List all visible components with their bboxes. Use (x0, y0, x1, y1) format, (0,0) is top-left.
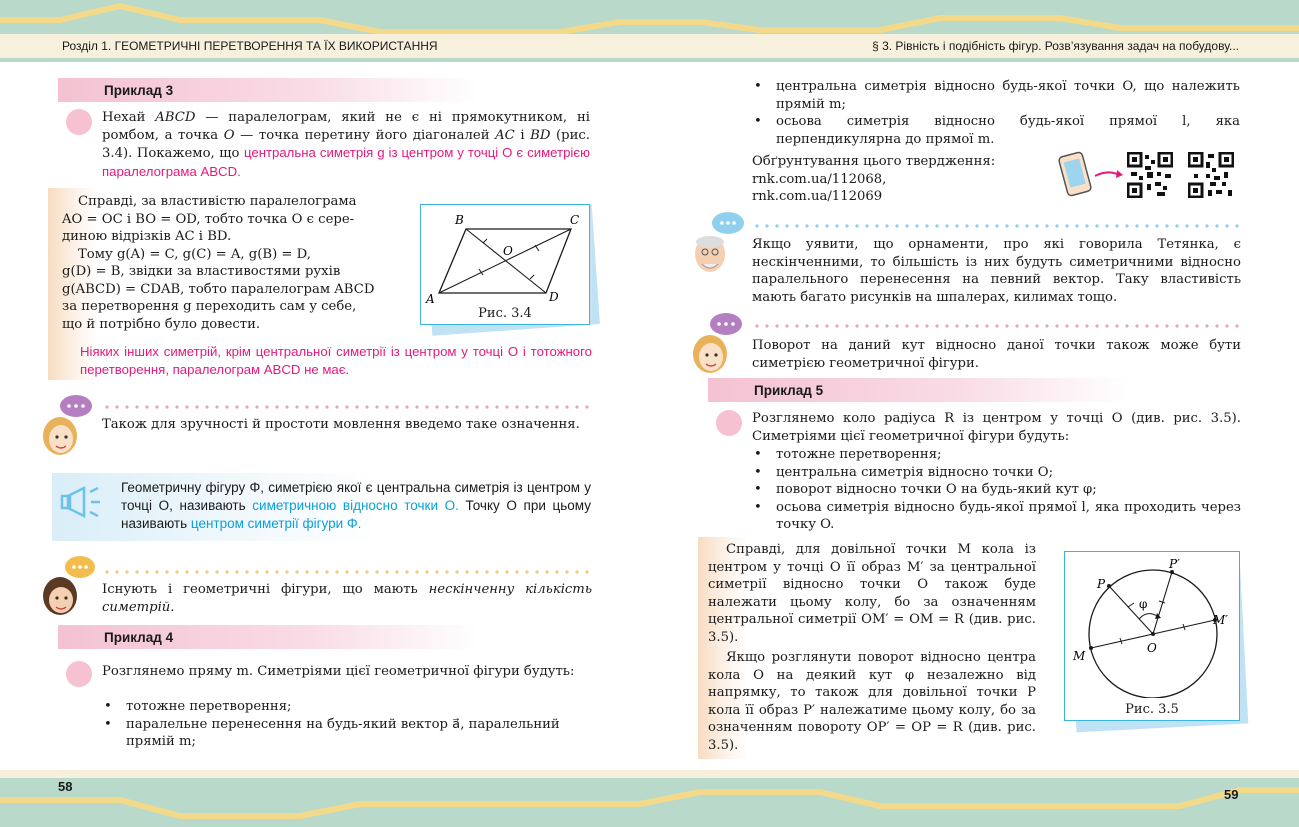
list-item: • паралельне перенесення на будь-який вектор a⃗, паралельний прямій m; (100, 716, 590, 751)
link-112068[interactable]: rnk.com.ua/112068, (752, 171, 887, 187)
example-3-header: Приклад 3 (58, 78, 478, 102)
dotted-divider (102, 570, 592, 574)
phone-scan-icon (1055, 150, 1125, 200)
label-B: B (455, 213, 464, 227)
label-phi: φ (1139, 597, 1148, 611)
bottom-banner (0, 770, 1299, 827)
figure-3-5-caption: Рис. 3.5 (1125, 702, 1179, 717)
list-item: • осьова симетрія відносно будь-якої прямої l, яка проходить через точку O. (750, 499, 1241, 534)
example-5-proof-1: Справді, для довільної точки M кола із центром у точці O її образ M′ за центральної симетрії відносно точки O також буде належати цьому колу, бо за означенням центральної симетрії OM′ = OM = R (див. рис. 3.5). (708, 542, 1036, 645)
page-number-right: 59 (1224, 787, 1239, 802)
megaphone-icon (60, 478, 108, 524)
header-left-title: Розділ 1. ГЕОМЕТРИЧНІ ПЕРЕТВОРЕННЯ ТА ЇХ ВИКОРИСТАННЯ (62, 39, 438, 53)
label-M: M (1073, 649, 1086, 663)
label-A: A (426, 292, 435, 305)
proof-links: Обґрунтування цього твердження: rnk.com.ua/112068, rnk.com.ua/112069 (752, 153, 1052, 206)
note-infinite-symmetries: Існують і геометричні фігури, що мають нескінченну кількість симетрій. (102, 582, 592, 615)
list-item: • тотожне перетворення; (100, 698, 590, 716)
page-number-left: 58 (58, 779, 73, 794)
label-P-prime: P′ (1169, 557, 1180, 571)
dotted-divider (752, 224, 1242, 228)
figure-3-5 (1064, 551, 1240, 721)
example-marker-dot (66, 109, 92, 135)
example-3-proof: Справді, за властивістю паралелограма AO = OC і BO = OD, тобто точка O є сере- диною відрізків AC і BD. Тому g(A) = C, g(C) = A, g(B) = D, g(D) = B, звідки за властивостями рухів g(ABCD) = CDAB, тобто паралелограм ABCD за перетворення g переходить сам у себе, що й потрібно було довести. (62, 194, 375, 332)
example-5-intro: Розглянемо коло радіуса R із центром у точці O (див. рис. 3.5). Симетріями цієї геометричної фігури будуть: (752, 411, 1241, 444)
example-marker-dot (66, 661, 92, 687)
label-O: O (1147, 641, 1157, 655)
label-C: C (570, 213, 580, 227)
list-item: • тотожне перетворення; (750, 446, 1241, 464)
girl-avatar-icon (38, 394, 96, 460)
example-3-intro: Нехай ABCD — паралелограм, який не є ні прямокутником, ні ромбом, а точка O — точка перетину його діагоналей AC і BD (рис. 3.4). Покажемо, що центральна симетрія g із центром у точці O є симетрією паралелограма ABCD. (102, 110, 590, 179)
grandpa-avatar-icon (688, 210, 748, 276)
label-P: P (1097, 577, 1106, 591)
example-4-list-right (750, 78, 1240, 148)
example-5-list (750, 446, 1241, 534)
example-5-header: Приклад 5 (708, 378, 1128, 402)
example-marker-dot (716, 410, 742, 436)
dotted-divider (752, 324, 1242, 328)
list-item: • осьова симетрія відносно будь-якої прямої l, яка перпендикулярна до прямої m. (750, 113, 1240, 148)
parallelogram-diagram (421, 205, 589, 305)
example-4-intro: Розглянемо пряму m. Симетріями цієї геометричної фігури будуть: (102, 664, 575, 679)
example-5-proof-2: Якщо розглянути поворот відносно центра кола O на деякий кут φ незалежно від напрямку, то також для довільної точки P кола її образ P′ належатиме цьому колу, бо за означенням повороту OP′ = OP = R (див. рис. 3.5). (708, 650, 1036, 753)
label-O: O (503, 244, 513, 258)
circle-diagram (1065, 552, 1239, 698)
label-M-prime: M′ (1213, 613, 1229, 627)
list-item: • центральна симетрія відносно будь-якої точки O, що належить прямій m; (750, 78, 1240, 113)
example-3-conclusion: Ніяких інших симетрій, крім центральної симетрії із центром у точці O і тотожного перетворення, паралелограм ABCD не має. (80, 344, 592, 377)
figure-3-4 (420, 204, 590, 325)
girl-avatar-icon (688, 312, 746, 378)
definition-text: Геометричну фігуру Φ, симетрією якої є центральна симетрія із центром у точці O, називають симетричною відносно точки O. Точку O при цьому називають центром симетрії фігури Φ. (121, 480, 591, 531)
list-item: • поворот відносно точки O на будь-який кут φ; (750, 481, 1241, 499)
footer-zigzag-decoration (0, 770, 1299, 827)
link-112069[interactable]: rnk.com.ua/112069 (752, 189, 883, 204)
note-ornaments: Якщо уявити, що орнаменти, про які говорила Тетянка, є нескінченними, то більшість із них будуть симетричними відносно паралельного перенесення на певний вектор. Таку властивість мають багато рисунків на шпалерах, килимах тощо. (752, 237, 1241, 305)
label-D: D (549, 290, 559, 304)
qr-code-icon[interactable] (1127, 152, 1173, 198)
dotted-divider (102, 405, 592, 409)
figure-3-4-caption: Рис. 3.4 (478, 306, 532, 321)
example-4-header: Приклад 4 (58, 625, 478, 649)
note-definition-intro: Також для зручності й простоти мовлення введемо таке означення. (102, 417, 580, 432)
boy-avatar-icon (36, 554, 96, 620)
note-rotation: Поворот на даний кут відносно даної точки також може бути симетрією геометричної фігури. (752, 338, 1241, 371)
qr-code-icon[interactable] (1188, 152, 1234, 198)
header-right-title: § 3. Рівність і подібність фігур. Розв’язування задач на побудову... (872, 39, 1239, 53)
example-4-list-left (100, 698, 590, 751)
list-item: • центральна симетрія відносно точки O; (750, 464, 1241, 482)
